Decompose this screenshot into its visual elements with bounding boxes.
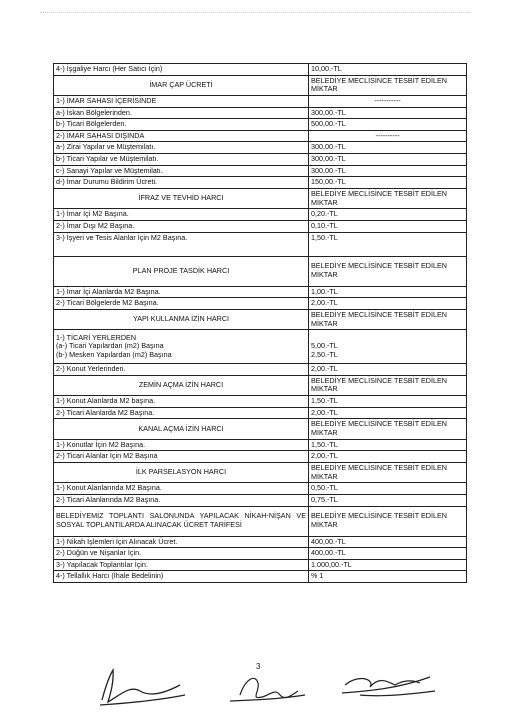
- fee-value-cell: BELEDİYE MECLİSİNCE TESBİT EDİLEN MİKTAR: [309, 189, 467, 209]
- table-row: [54, 232, 467, 256]
- fee-value-cell: 1,50.-TL: [309, 232, 467, 256]
- table-row: [54, 396, 467, 408]
- table-row: [54, 571, 467, 583]
- fee-value-cell: 2,00.-TL: [309, 364, 467, 376]
- table-row: [54, 220, 467, 232]
- table-row: [54, 309, 467, 329]
- fee-label-cell: 1-) İMAR SAHASI İÇERİSİNDE: [54, 95, 309, 107]
- fee-value-cell: 1,00.-TL: [309, 286, 467, 298]
- table-row: [54, 462, 467, 482]
- fee-label-cell: PLAN PROJE TASDİK HARCI: [54, 256, 309, 286]
- fee-value-cell: BELEDİYE MECLİSİNCE TESBİT EDİLEN MİKTAR: [309, 375, 467, 395]
- fee-value-cell: 400,00.-TL: [309, 536, 467, 548]
- fee-value-cell: 1.000,00.-TL: [309, 559, 467, 571]
- table-row: [54, 130, 467, 142]
- table-row: [54, 494, 467, 506]
- fee-value-cell: 10,00.-TL: [309, 64, 467, 76]
- fee-value-cell: BELEDİYE MECLİSİNCE TESBİT EDİLEN MİKTAR: [309, 506, 467, 536]
- fee-label-cell: c-) Sanayi Yapılar ve Müştemilatı.: [54, 165, 309, 177]
- fee-value-line: 5,00.-TL: [311, 341, 338, 351]
- table-row: [54, 451, 467, 463]
- fee-value-cell: % 1: [309, 571, 467, 583]
- fee-label-cell: 2-) Konut Yerlerinden.: [54, 364, 309, 376]
- table-row: [54, 375, 467, 395]
- fee-value-cell: 400,00.-TL: [309, 548, 467, 560]
- fee-label-cell: İMAR ÇAP ÜCRETİ: [54, 75, 309, 95]
- signature-1: [100, 670, 185, 705]
- table-row: [54, 154, 467, 166]
- fee-value-cell: [309, 330, 467, 364]
- fee-label-cell: 1-) İmar İçi Alanlarda M2 Başına.: [54, 286, 309, 298]
- table-row: [54, 330, 467, 364]
- fee-tariff-table: [53, 63, 467, 583]
- table-row: [54, 107, 467, 119]
- table-row: [54, 506, 467, 536]
- fee-label-cell: b-) Ticari Bölgelerden.: [54, 119, 309, 131]
- fee-value-cell: 0,20.-TL: [309, 209, 467, 221]
- fee-label-cell: b-) Ticari Yapılar ve Müştemilatı.: [54, 154, 309, 166]
- table-row: [54, 419, 467, 439]
- table-row: [54, 439, 467, 451]
- fee-value-cell: 500,00.-TL: [309, 119, 467, 131]
- fee-label-cell: 3-) Yapılacak Toplantılar İçin.: [54, 559, 309, 571]
- fee-label-cell: İLK PARSELASYON HARCI: [54, 462, 309, 482]
- fee-value-cell: 1,50.-TL: [309, 396, 467, 408]
- signatures: [80, 655, 460, 715]
- scan-edge-mark: [40, 12, 470, 14]
- table-row: [54, 165, 467, 177]
- fee-value-cell: BELEDİYE MECLİSİNCE TESBİT EDİLEN MİKTAR: [309, 419, 467, 439]
- fee-label-line: (a-) Ticari Yapılardan (m2) Başına: [56, 341, 164, 351]
- table-row: [54, 256, 467, 286]
- table-row: [54, 209, 467, 221]
- signature-mark: 3: [256, 662, 261, 671]
- fee-label-cell: 1-) Nikah İşlemleri İçin Alınacak Ücret.: [54, 536, 309, 548]
- fee-value-cell: 300,00.-TL: [309, 107, 467, 119]
- fee-label-cell: a-) Zirai Yapılar ve Müştemilatı.: [54, 142, 309, 154]
- signature-2: [230, 678, 305, 701]
- fee-label-cell: 1-) Konut Alanlarında M2 Başına.: [54, 483, 309, 495]
- table-row: [54, 64, 467, 76]
- fee-value-cell: 2,00.-TL: [309, 298, 467, 310]
- fee-label-cell: 1-) Konut Alanlarda M2 başına.: [54, 396, 309, 408]
- table-row: [54, 75, 467, 95]
- fee-label-cell: 2-) Ticari Bölgelerde M2 Başına.: [54, 298, 309, 310]
- table-row: [54, 364, 467, 376]
- fee-value-cell: 0,50.-TL: [309, 483, 467, 495]
- fee-label-cell: 1-) Konutlar İçin M2 Başına.: [54, 439, 309, 451]
- fee-label-cell: KANAL AÇMA İZİN HARCI: [54, 419, 309, 439]
- fee-value-line: 2,50.-TL: [311, 350, 338, 360]
- table-row: [54, 483, 467, 495]
- fee-label-cell: 2-) Ticari Alanlar İçin M2 Başına: [54, 451, 309, 463]
- fee-value-cell: BELEDİYE MECLİSİNCE TESBİT EDİLEN MİKTAR: [309, 75, 467, 95]
- fee-label-cell: 2-) Ticari Alanlarında M2 Başına.: [54, 494, 309, 506]
- table-row: [54, 548, 467, 560]
- fee-value-cell: BELEDİYE MECLİSİNCE TESBİT EDİLEN MİKTAR: [309, 462, 467, 482]
- fee-label-cell: a-) İskan Bölgelerinden.: [54, 107, 309, 119]
- fee-label-cell: 2-) İmar Dışı M2 Başına.: [54, 220, 309, 232]
- table-row: [54, 189, 467, 209]
- fee-tariff-body: [54, 64, 467, 583]
- fee-label-cell: d-) İmar Durumu Bildirim Ücreti.: [54, 177, 309, 189]
- signature-area: [80, 655, 460, 715]
- table-row: [54, 286, 467, 298]
- table-row: [54, 177, 467, 189]
- table-row: [54, 95, 467, 107]
- fee-value-cell: 2,00.-TL: [309, 407, 467, 419]
- fee-label-cell: İFRAZ VE TEVHİD HARCI: [54, 189, 309, 209]
- table-row: [54, 407, 467, 419]
- table-row: [54, 298, 467, 310]
- fee-label-cell: 4-) İşgaliye Harcı (Her Satıcı İçin): [54, 64, 309, 76]
- fee-label-cell: 2-) Düğün ve Nişanlar İçin.: [54, 548, 309, 560]
- table-row: [54, 142, 467, 154]
- fee-value-cell: 300,00.-TL: [309, 142, 467, 154]
- fee-label-line: (b-) Mesken Yapılardan (m2) Başına: [56, 349, 172, 359]
- fee-value-cell: -----------: [309, 95, 467, 107]
- fee-value-cell: 1,50.-TL: [309, 439, 467, 451]
- fee-label-cell: 1-) İmar İçi M2 Başına.: [54, 209, 309, 221]
- fee-value-cell: 2,00.-TL: [309, 451, 467, 463]
- fee-label-cell: 4-) Tellallık Harcı (İhale Bedelinin): [54, 571, 309, 583]
- signature-3: [342, 677, 435, 696]
- fee-label-line: 1-) TİCARİ YERLERDEN: [56, 332, 137, 342]
- table-row: [54, 119, 467, 131]
- fee-value-cell: BELEDİYE MECLİSİNCE TESBİT EDİLEN MİKTAR: [309, 309, 467, 329]
- fee-value-cell: 300,00.-TL: [309, 154, 467, 166]
- fee-label-cell: BELEDİYEMİZ TOPLANTI SALONUNDA YAPILACAK NİKAH-NİŞAN VE SOSYAL TOPLANTILARDA ALINACAK ÜCRET TARİFESİ: [54, 506, 309, 536]
- fee-value-cell: 0,10.-TL: [309, 220, 467, 232]
- table-row: [54, 536, 467, 548]
- fee-value-cell: ----------: [309, 130, 467, 142]
- fee-label-cell: 3-) İşyeri ve Tesis Alanlar İçin M2 Başına.: [54, 232, 309, 256]
- fee-value-cell: 300,00.-TL: [309, 165, 467, 177]
- fee-value-cell: 150,00.-TL: [309, 177, 467, 189]
- fee-value-cell: BELEDİYE MECLİSİNCE TESBİT EDİLEN MİKTAR: [309, 256, 467, 286]
- fee-label-cell: [54, 330, 309, 364]
- fee-label-cell: YAPI KULLANMA İZİN HARCI: [54, 309, 309, 329]
- fee-label-cell: ZEMİN AÇMA İZİN HARCI: [54, 375, 309, 395]
- fee-label-cell: 2-) İMAR SAHASI DIŞINDA: [54, 130, 309, 142]
- table-row: [54, 559, 467, 571]
- fee-value-cell: 0,75.-TL: [309, 494, 467, 506]
- fee-label-cell: 2-) Ticari Alanlarda M2 Başına.: [54, 407, 309, 419]
